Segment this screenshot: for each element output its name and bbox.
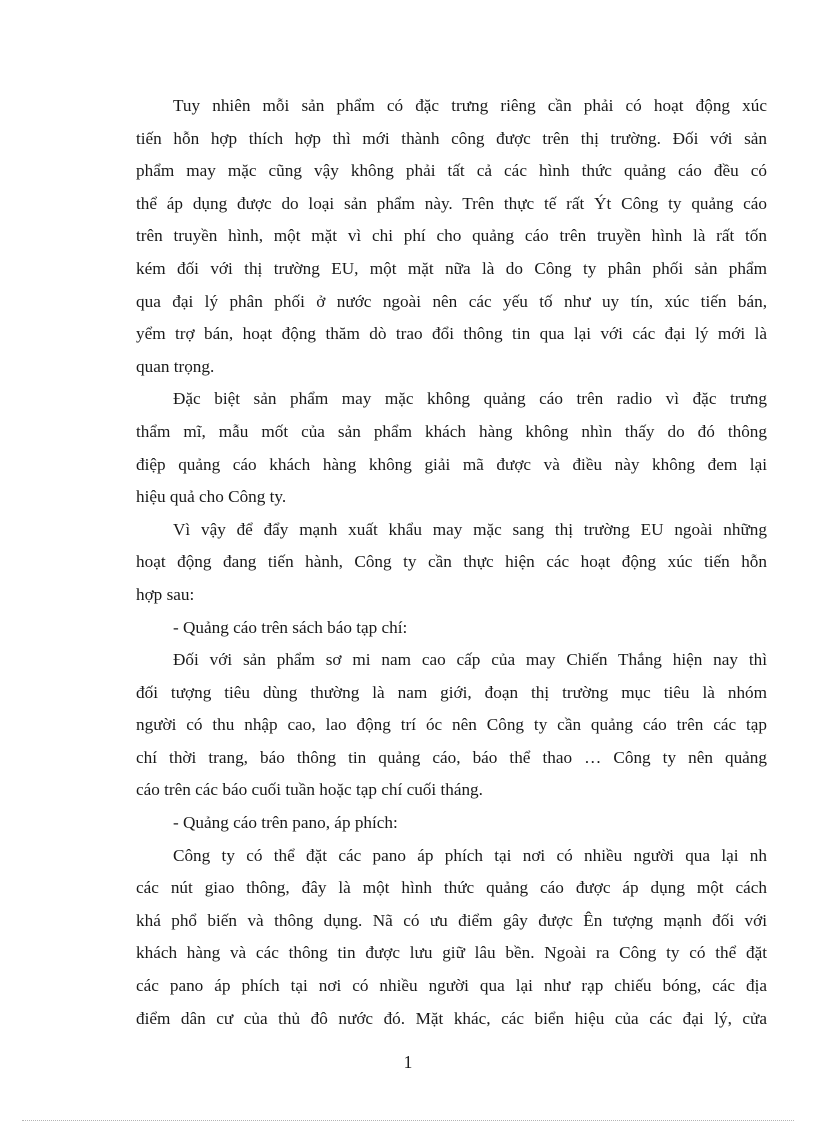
text-line: hiệu quả cho Công ty.: [136, 487, 287, 507]
text-line: đối tượng tiêu dùng thường là nam giới, đoạn thị trường mục tiêu là nhóm: [136, 682, 767, 702]
paragraph: [136, 807, 767, 840]
text-line: người có thu nhập cao, lao động trí óc nên Công ty cần quảng cáo trên các tạp: [136, 715, 767, 735]
text-line: cáo trên các báo cuối tuần hoặc tạp chí cuối tháng.: [136, 780, 483, 800]
text-line: Đối với sản phẩm sơ mi nam cao cấp của may Chiến Thắng hiện nay thì: [173, 650, 767, 670]
paragraph: [136, 514, 767, 612]
paragraph: [136, 383, 767, 513]
page-bottom-border: [22, 1120, 794, 1121]
text-line: chí thời trang, báo thông tin quảng cáo, báo thể thao … Công ty nên quảng: [136, 747, 767, 767]
text-line: các nút giao thông, đây là một hình thức quảng cáo được áp dụng một cách: [136, 878, 767, 898]
text-line: Vì vậy để đẩy mạnh xuất khẩu may mặc sang thị trường EU ngoài những: [173, 519, 767, 539]
text-line: quan trọng.: [136, 356, 215, 376]
paragraph: [136, 612, 767, 645]
text-line: - Quảng cáo trên pano, áp phích:: [173, 813, 398, 833]
text-line: Tuy nhiên mỗi sản phẩm có đặc trưng riêng cần phải có hoạt động xúc: [173, 96, 767, 115]
text-line: khá phổ biến và thông dụng. Nã có ưu điểm gây được Ên tượng mạnh đối với: [136, 910, 767, 930]
text-line: - Quảng cáo trên sách báo tạp chí:: [173, 617, 408, 637]
text-line: yểm trợ bán, hoạt động thăm dò trao đổi thông tin qua lại với các đại lý mới là: [136, 324, 767, 344]
document-body: [136, 90, 767, 1035]
text-line: Công ty có thể đặt các pano áp phích tại nơi có nhiều người qua lại nh: [173, 845, 767, 865]
text-line: hoạt động đang tiến hành, Công ty cần thực hiện các hoạt động xúc tiến hỗn: [136, 552, 767, 572]
text-line: điểm dân cư của thủ đô nước đó. Mặt khác, các biển hiệu của các đại lý, cửa: [136, 1008, 767, 1028]
text-line: trên truyền hình, một mặt vì chi phí cho quảng cáo trên truyền hình là rất tốn: [136, 226, 767, 246]
text-line: các pano áp phích tại nơi có nhiều người qua lại như rạp chiếu bóng, các địa: [136, 976, 767, 996]
text-line: khách hàng và các thông tin được lưu giữ lâu bền. Ngoài ra Công ty có thể đặt: [136, 943, 767, 963]
paragraph: [136, 644, 767, 807]
text-line: điệp quảng cáo khách hàng không giải mã được và điều này không đem lại: [136, 454, 767, 474]
page-number: 1: [403, 1052, 413, 1072]
text-line: thẩm mĩ, mẫu mốt của sản phẩm khách hàng không nhìn thấy do đó thông: [136, 421, 767, 441]
text-line: thể áp dụng được do loại sản phẩm này. Trên thực tế rất Ýt Công ty quảng cáo: [136, 193, 767, 213]
text-line: hợp sau:: [136, 584, 195, 604]
paragraph: [136, 90, 767, 383]
text-line: kém đối với thị trường EU, một mặt nữa là do Công ty phân phối sản phẩm: [136, 258, 767, 278]
text-line: Đặc biệt sản phẩm may mặc không quảng cáo trên radio vì đặc trưng: [173, 389, 767, 409]
text-line: phẩm may mặc cũng vậy không phải tất cả các hình thức quảng cáo đều có: [136, 161, 767, 181]
text-line: tiến hỗn hợp thích hợp thì mới thành công được trên thị trường. Đối với sản: [136, 128, 767, 148]
text-line: qua đại lý phân phối ở nước ngoài nên các yếu tố như uy tín, xúc tiến bán,: [136, 291, 767, 311]
paragraph: [136, 840, 767, 1036]
